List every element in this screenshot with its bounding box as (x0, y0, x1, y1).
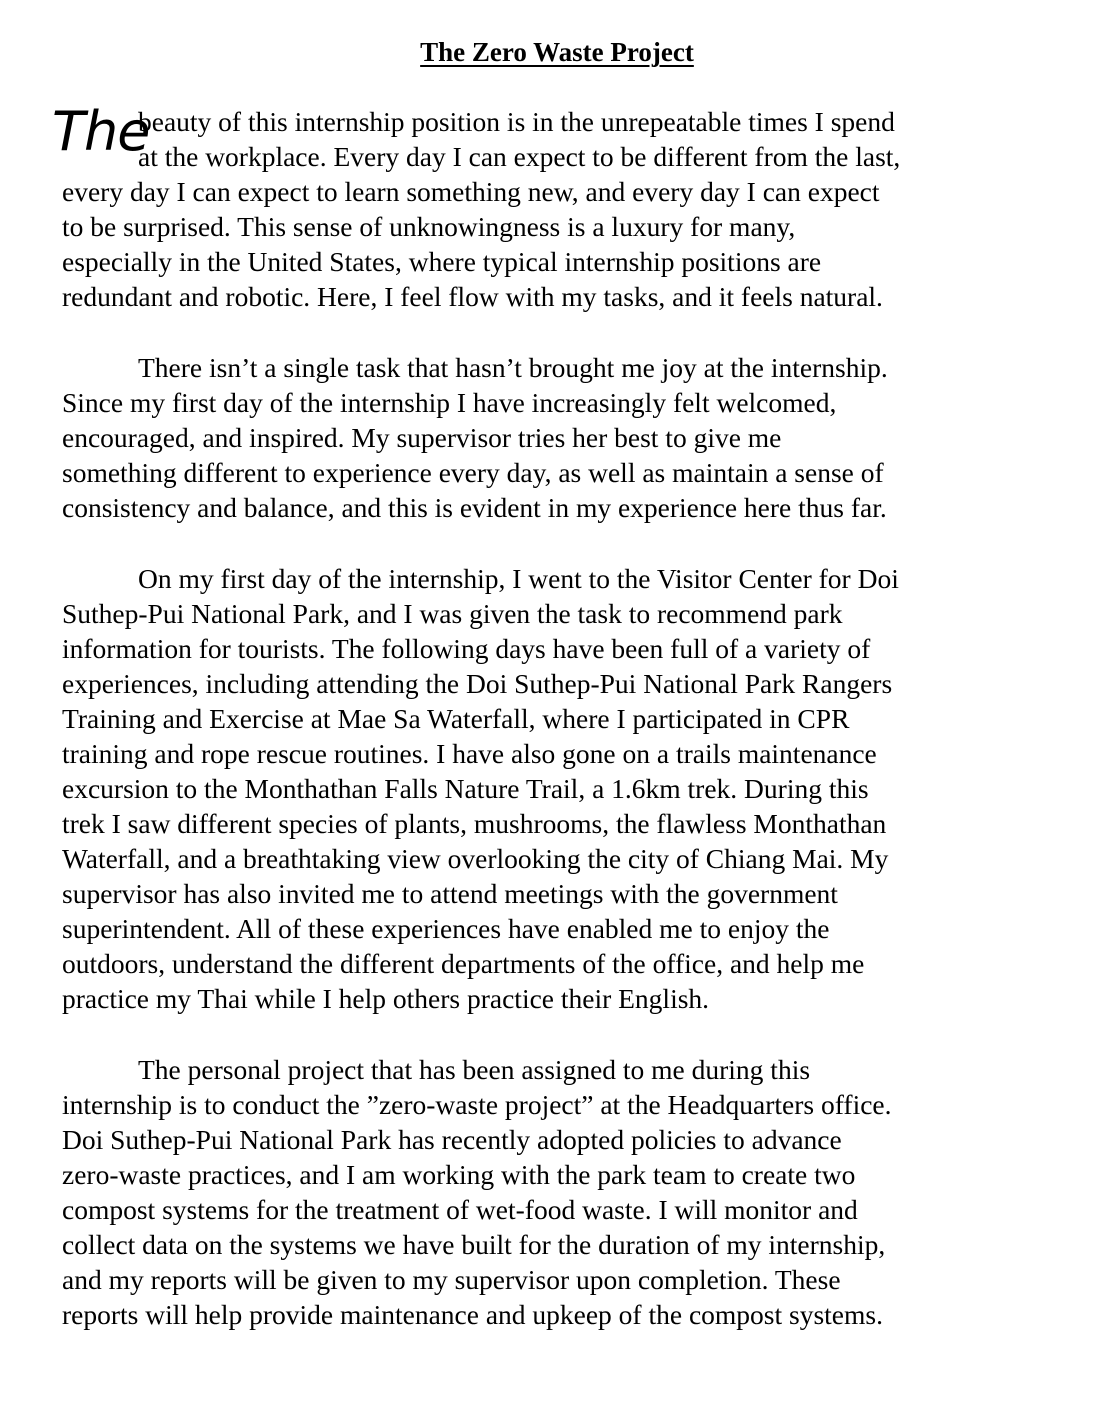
paragraph-line: and my reports will be given to my supervisor upon completion. These (62, 1264, 841, 1295)
paragraph-line: practice my Thai while I help others practice their English. (62, 983, 710, 1014)
paragraph-line: redundant and robotic. Here, I feel flow with my tasks, and it feels natural. (62, 281, 883, 312)
paragraph-line: Since my first day of the internship I have increasingly felt welcomed, (62, 387, 837, 418)
paragraph-line: trek I saw different species of plants, mushrooms, the flawless Monthathan (62, 808, 887, 839)
paragraph-line: supervisor has also invited me to attend meetings with the government (62, 878, 838, 909)
paragraph-3 (62, 561, 1052, 1016)
paragraph-line: to be surprised. This sense of unknowingness is a luxury for many, (62, 211, 796, 242)
paragraph-line: superintendent. All of these experiences have enabled me to enjoy the (62, 913, 830, 944)
paragraph-line: at the workplace. Every day I can expect to be different from the last, (138, 141, 901, 172)
paragraph-line: compost systems for the treatment of wet-food waste. I will monitor and (62, 1194, 858, 1225)
paragraph-line: There isn’t a single task that hasn’t brought me joy at the internship. (138, 352, 888, 383)
paragraph-line: information for tourists. The following days have been full of a variety of (62, 633, 871, 664)
paragraph-line: every day I can expect to learn something new, and every day I can expect (62, 176, 880, 207)
paragraph-line: consistency and balance, and this is evident in my experience here thus far. (62, 492, 887, 523)
paragraph-line: Doi Suthep-Pui National Park has recently adopted policies to advance (62, 1124, 842, 1155)
paragraph-line: excursion to the Monthathan Falls Nature Trail, a 1.6km trek. During this (62, 773, 869, 804)
paragraph-line: experiences, including attending the Doi Suthep-Pui National Park Rangers (62, 668, 893, 699)
paragraph-2 (62, 350, 1052, 525)
page-title: The Zero Waste Project (420, 37, 694, 67)
paragraph-line: internship is to conduct the ”zero-waste project” at the Headquarters office. (62, 1089, 892, 1120)
document-page (52, 34, 1052, 1368)
paragraph-4 (62, 1052, 1052, 1332)
paragraph-line: Waterfall, and a breathtaking view overlooking the city of Chiang Mai. My (62, 843, 889, 874)
paragraph-line: Training and Exercise at Mae Sa Waterfall, where I participated in CPR (62, 703, 850, 734)
paragraph-line: The personal project that has been assigned to me during this (138, 1054, 811, 1085)
paragraph-line: On my first day of the internship, I went to the Visitor Center for Doi (138, 563, 899, 594)
paragraph-line: collect data on the systems we have built for the duration of my internship, (62, 1229, 886, 1260)
paragraph-line: beauty of this internship position is in the unrepeatable times I spend (138, 106, 895, 137)
paragraph-line: zero-waste practices, and I am working with the park team to create two (62, 1159, 856, 1190)
paragraph-line: training and rope rescue routines. I have also gone on a trails maintenance (62, 738, 877, 769)
paragraph-line: especially in the United States, where typical internship positions are (62, 246, 822, 277)
paragraph-line: something different to experience every day, as well as maintain a sense of (62, 457, 884, 488)
paragraph-line: outdoors, understand the different departments of the office, and help me (62, 948, 865, 979)
paragraph-line: Suthep-Pui National Park, and I was given the task to recommend park (62, 598, 843, 629)
paragraph-line: encouraged, and inspired. My supervisor tries her best to give me (62, 422, 782, 453)
drop-cap: The (52, 100, 150, 163)
paragraph-line: reports will help provide maintenance and upkeep of the compost systems. (62, 1299, 883, 1330)
paragraph-1 (52, 100, 1052, 314)
